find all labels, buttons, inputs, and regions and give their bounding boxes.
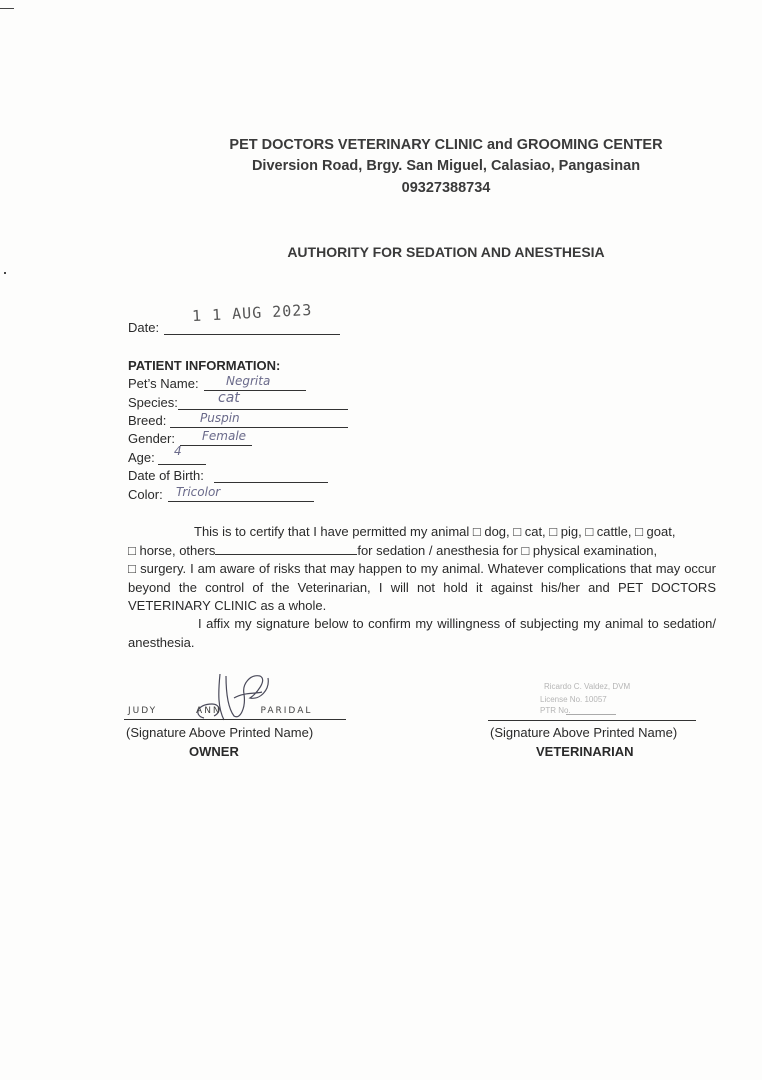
cert-line-2-start: □ horse, others [128, 543, 216, 558]
pets-name-label: Pet’s Name: [128, 376, 199, 391]
others-blank [215, 542, 357, 555]
scan-dot [4, 272, 6, 274]
cert-line-1: This is to certify that I have permitted my animal □ dog, □ cat, □ pig, □ cattle, □ goat, [194, 524, 676, 539]
breed-field [170, 411, 348, 428]
gender-value: Female [202, 429, 247, 443]
patient-info-heading: PATIENT INFORMATION: [128, 358, 281, 373]
color-value: Tricolor [176, 485, 221, 499]
date-label: Date: [128, 320, 160, 335]
owner-role: OWNER [189, 744, 239, 759]
gender-label: Gender: [128, 431, 175, 446]
clinic-phone: 09327388734 [401, 180, 491, 196]
cert-line-3: □ surgery. I am aware of risks that may happen to my animal. Whatever complications that may occur beyond the control of the Veterinarian, I will not hold it against his/her and PET DOCTORS VETERINARY CLINIC as a whole. [128, 561, 716, 613]
pets-name-value: Negrita [226, 374, 271, 388]
cert-line-2 [128, 542, 716, 561]
breed-label: Breed: [128, 413, 167, 428]
form-title: AUTHORITY FOR SEDATION AND ANESTHESIA [287, 244, 605, 260]
breed-value: Puspin [200, 411, 240, 425]
cert-line-2-end: for sedation / anesthesia for □ physical examination, [357, 543, 658, 558]
species-label: Species: [128, 395, 178, 410]
age-value: 4 [174, 444, 182, 458]
vet-caption: (Signature Above Printed Name) [490, 725, 678, 740]
scan-edge-mark [0, 8, 14, 9]
vet-stamp-license: License No. 10057 [540, 695, 607, 704]
owner-printed-name: JUDY ANN PARIDAL [128, 706, 313, 716]
age-field [158, 448, 206, 465]
vet-signature-line [488, 704, 696, 721]
color-label: Color: [128, 487, 163, 502]
owner-signature-line [124, 703, 346, 720]
age-label: Age: [128, 450, 155, 465]
dob-field [214, 466, 328, 483]
vet-stamp-ptr: PTR No. [540, 706, 571, 715]
vet-stamp-name: Ricardo C. Valdez, DVM [544, 682, 631, 691]
species-value: cat [218, 390, 240, 406]
affix-paragraph: I affix my signature below to confirm my willingness of subjecting my animal to sedation/ anesthesia. [128, 616, 716, 650]
date-stamp: 1 1 AUG 2023 [191, 300, 313, 326]
owner-caption: (Signature Above Printed Name) [126, 725, 314, 740]
vet-role: VETERINARIAN [536, 744, 634, 759]
species-field [178, 393, 348, 410]
clinic-address: Diversion Road, Brgy. San Miguel, Calasiao, Pangasinan [251, 158, 641, 174]
dob-label: Date of Birth: [128, 468, 204, 483]
clinic-name: PET DOCTORS VETERINARY CLINIC and GROOMING CENTER [229, 137, 663, 153]
